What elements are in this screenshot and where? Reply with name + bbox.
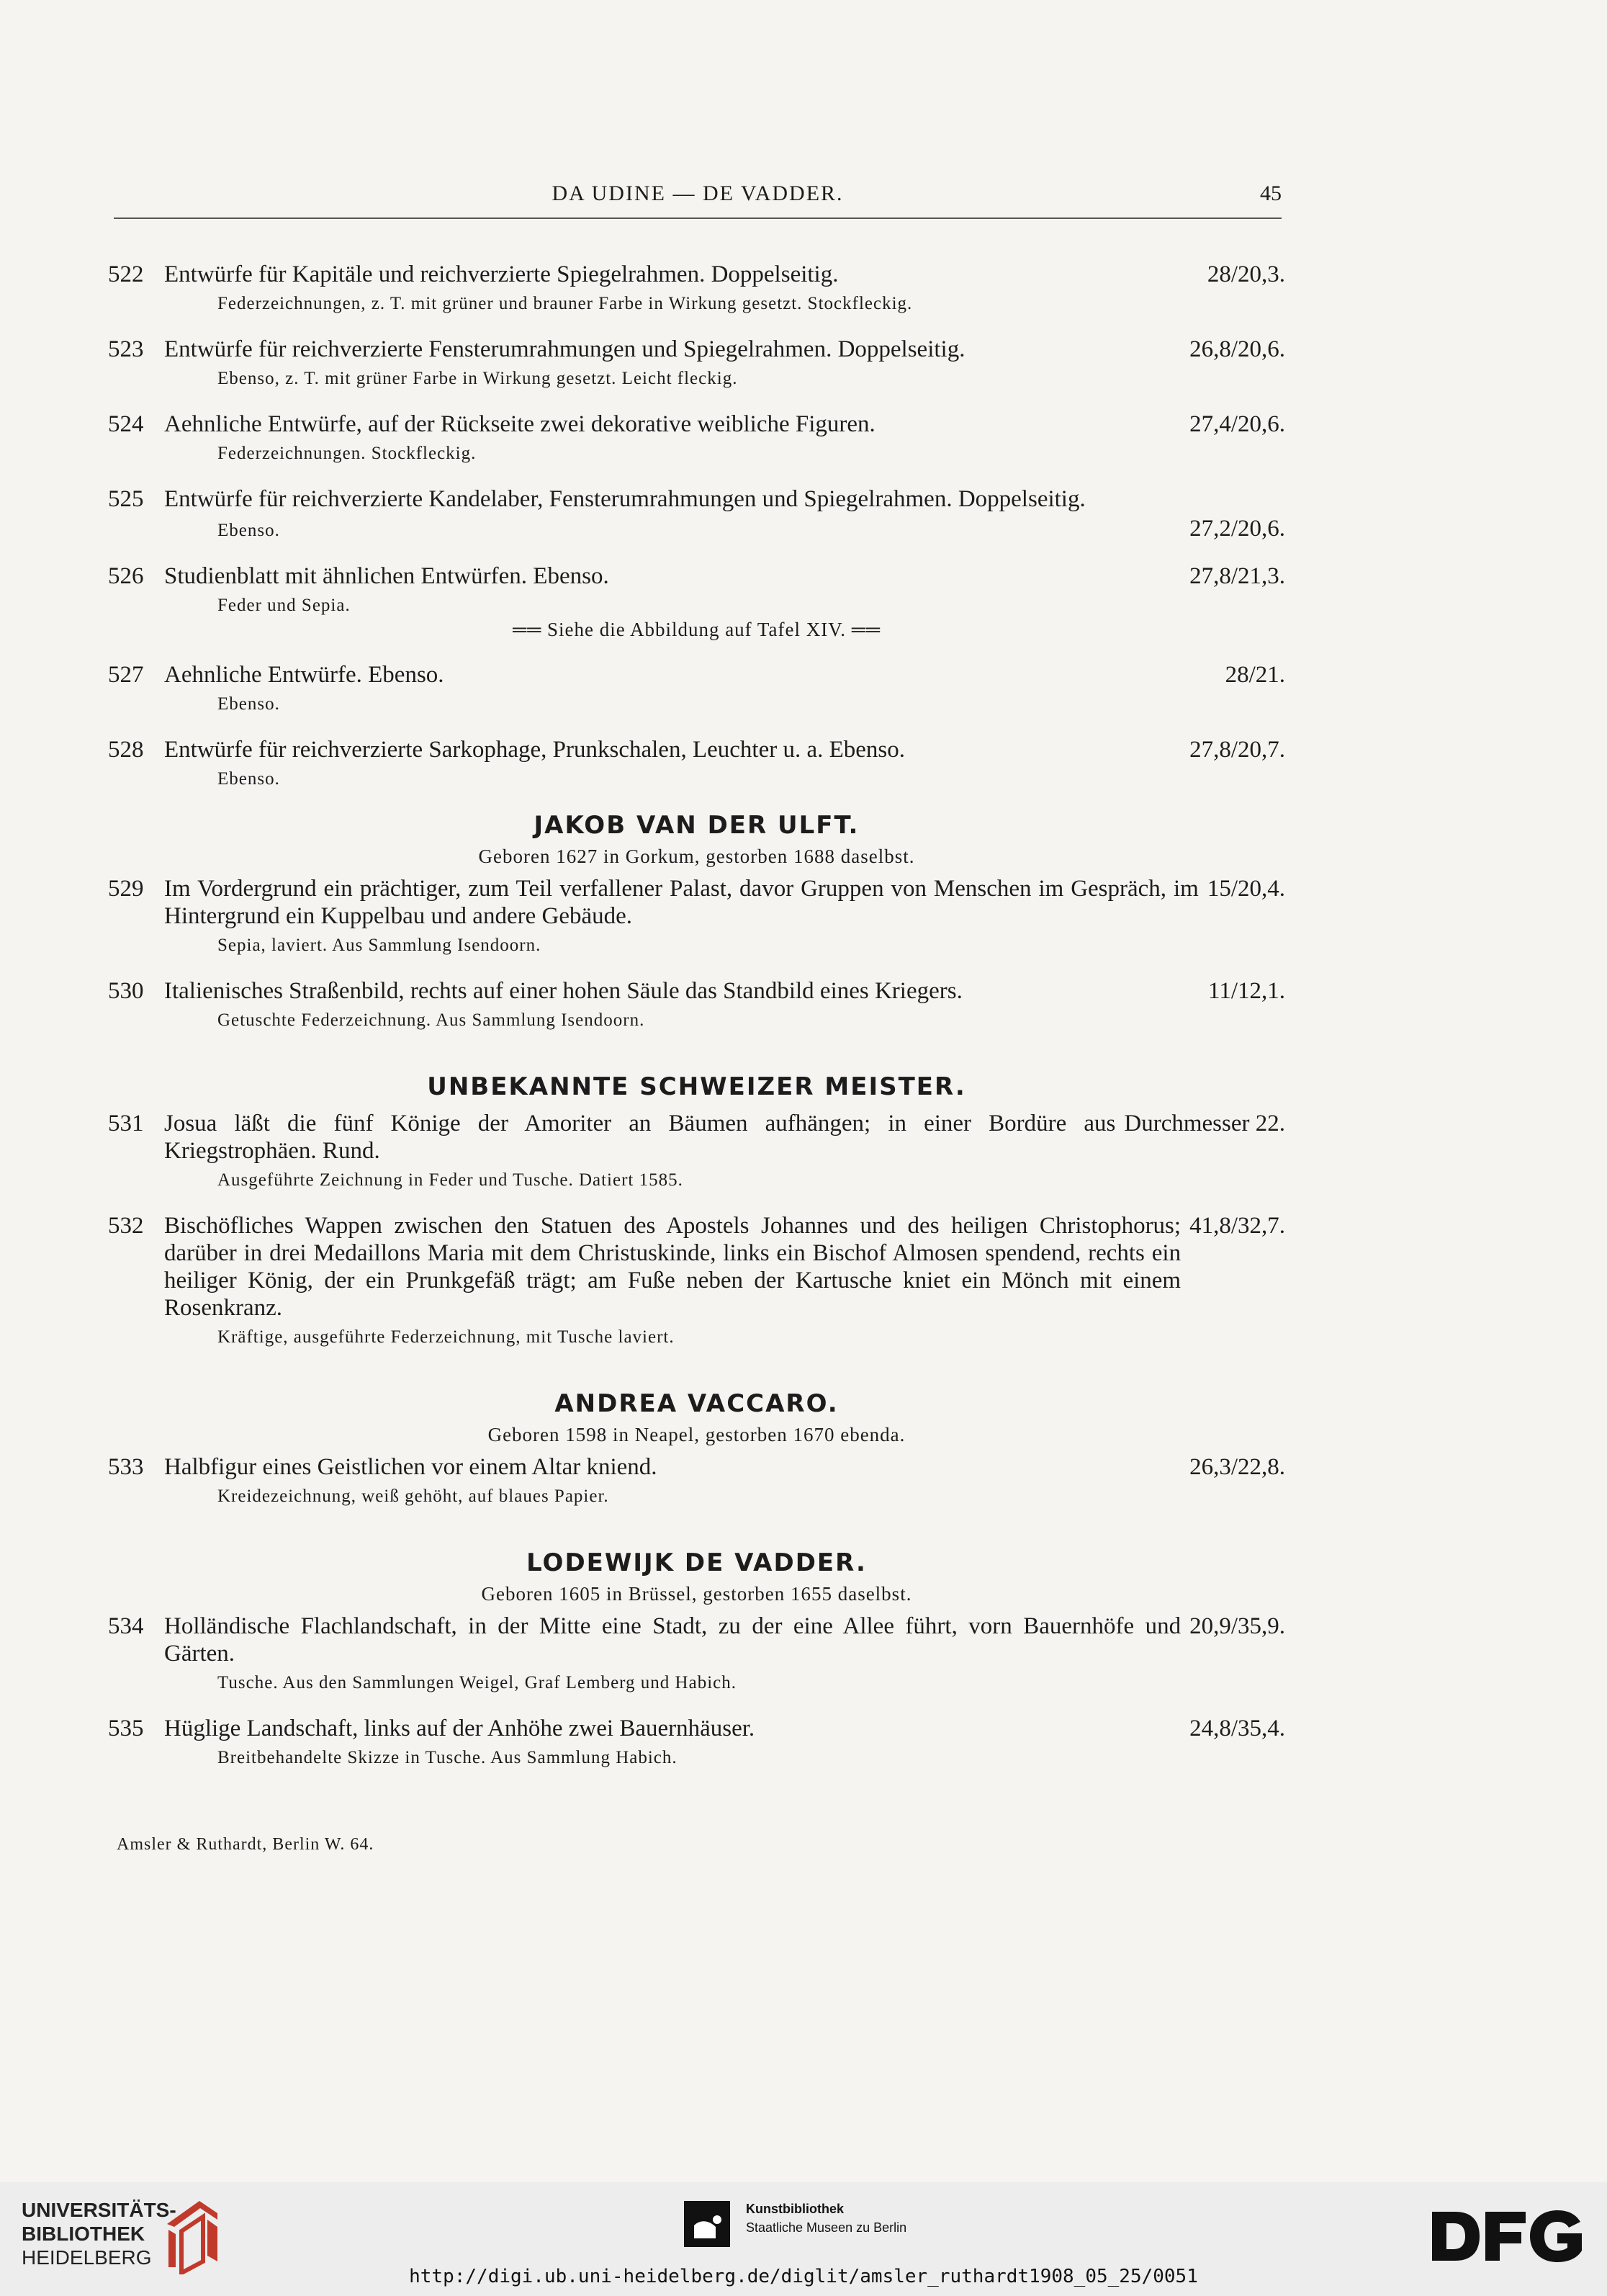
entry-number: 526	[108, 563, 144, 589]
entry-description: Halbfigur eines Geistlichen vor einem Altar kniend.	[164, 1454, 657, 1480]
entry-number: 531	[108, 1111, 144, 1136]
entries-group-a	[108, 261, 1285, 465]
entry-size: 11/12,1.	[1208, 978, 1285, 1004]
entry-note: Getuschte Federzeichnung. Aus Sammlung Isendoorn.	[217, 1010, 645, 1030]
entry-number: 533	[108, 1454, 144, 1480]
catalogue-entry-534	[108, 1613, 1285, 1695]
entry-description: Aehnliche Entwürfe, auf der Rückseite zwei dekorative weibliche Figuren.	[164, 411, 875, 437]
entry-description: Entwürfe für reichverzierte Kandelaber, Fensterumrahmungen und Spiegelrahmen. Doppelseitig.	[164, 486, 1086, 512]
entry-description: Hüglige Landschaft, links auf der Anhöhe zwei Bauernhäuser.	[164, 1716, 755, 1741]
catalogue-entry-532	[108, 1212, 1285, 1349]
entry-note: Breitbehandelte Skizze in Tusche. Aus Sammlung Habich.	[217, 1748, 678, 1767]
entry-size: 27,4/20,6.	[1189, 411, 1285, 437]
entry-number: 522	[108, 261, 144, 287]
catalogue-entry-522	[108, 261, 1285, 315]
entry-note: Ebenso.	[217, 769, 280, 789]
catalogue-entry-525	[108, 485, 1285, 542]
entry-description: Entwürfe für reichverzierte Fensterumrahmungen und Spiegelrahmen. Doppelseitig.	[164, 336, 965, 362]
dfg-logo-icon[interactable]	[1429, 2207, 1584, 2265]
catalogue-content	[108, 261, 1285, 1790]
entry-description: Aehnliche Entwürfe. Ebenso.	[164, 662, 444, 688]
entry-number: 535	[108, 1716, 144, 1741]
artist-heading-ulft: JAKOB VAN DER ULFT.	[534, 811, 860, 840]
entry-size: 41,8/32,7.	[1189, 1213, 1285, 1239]
entry-size: 15/20,4.	[1207, 876, 1285, 902]
uni-name-line2: BIBLIOTHEK	[22, 2223, 145, 2245]
entry-note: Ebenso, z. T. mit grüner Farbe in Wirkung gesetzt. Leicht fleckig.	[217, 369, 738, 388]
catalogue-entry-535	[108, 1715, 1285, 1770]
entry-note: Ebenso.	[217, 521, 280, 540]
artist-heading-vaccaro: ANDREA VACCARO.	[554, 1389, 839, 1418]
entries-vadder	[108, 1613, 1285, 1770]
catalogue-entry-527	[108, 661, 1285, 716]
running-head-title: DA UDINE — DE VADDER.	[552, 181, 844, 205]
entry-number: 530	[108, 978, 144, 1004]
entry-size: 28/21.	[1225, 662, 1285, 688]
entry-note: Kräftige, ausgeführte Federzeichnung, mit Tusche laviert.	[217, 1327, 675, 1347]
entry-description: Italienisches Straßenbild, rechts auf einer hohen Säule das Standbild eines Kriegers.	[164, 978, 963, 1004]
entry-number: 524	[108, 411, 144, 437]
entry-note: Ausgeführte Zeichnung in Feder und Tusche. Datiert 1585.	[217, 1170, 683, 1190]
entry-description: Entwürfe für Kapitäle und reichverzierte Spiegelrahmen. Doppelseitig.	[164, 261, 839, 287]
catalogue-entry-533	[108, 1453, 1285, 1508]
catalogue-entry-530	[108, 977, 1285, 1032]
artist-heading-vadder: LODEWIJK DE VADDER.	[526, 1548, 867, 1577]
kunstbibliothek-link[interactable]	[746, 2199, 906, 2237]
entry-note: Federzeichnungen. Stockfleckig.	[217, 444, 477, 463]
catalogue-entry-528	[108, 736, 1285, 791]
entry-description: Im Vordergrund ein prächtiger, zum Teil verfallener Palast, davor Gruppen von Menschen im Gespräch, im Hintergrund ein Kuppelbau und andere Gebäude.	[164, 876, 1199, 929]
kb-subtitle: Staatliche Museen zu Berlin	[746, 2220, 907, 2235]
entry-size: 20,9/35,9.	[1189, 1613, 1285, 1639]
kunstbibliothek-logo-icon	[684, 2201, 730, 2247]
entry-note: Kreidezeichnung, weiß gehöht, auf blaues Papier.	[217, 1486, 609, 1506]
entries-vaccaro	[108, 1453, 1285, 1508]
entry-note: Ebenso.	[217, 694, 280, 714]
entry-number: 529	[108, 876, 144, 902]
catalogue-entry-529	[108, 875, 1285, 957]
entry-size: 26,8/20,6.	[1189, 336, 1285, 362]
plate-reference: ══ Siehe die Abbildung auf Tafel XIV. ══	[512, 619, 881, 640]
entry-number: 534	[108, 1613, 144, 1639]
artist-life-vaccaro: Geboren 1598 in Neapel, gestorben 1670 ebenda.	[487, 1424, 906, 1445]
entries-group-b	[108, 661, 1285, 791]
printer-imprint: Amsler & Ruthardt, Berlin W. 64.	[117, 1835, 374, 1854]
entry-description: Josua läßt die fünf Könige der Amoriter an Bäumen aufhängen; in einer Bordüre aus Kriegstrophäen. Rund.	[164, 1111, 1116, 1164]
entry-note: Tusche. Aus den Sammlungen Weigel, Graf Lemberg und Habich.	[217, 1673, 737, 1692]
kb-name: Kunstbibliothek	[746, 2202, 844, 2216]
artist-life-ulft: Geboren 1627 in Gorkum, gestorben 1688 daselbst.	[478, 846, 915, 867]
permalink-url[interactable]: http://digi.ub.uni-heidelberg.de/diglit/amsler_ruthardt1908_05_25/0051	[409, 2266, 1198, 2287]
catalogue-entry-531	[108, 1110, 1285, 1192]
entry-note: Feder und Sepia.	[217, 596, 351, 615]
running-head	[114, 181, 1282, 219]
uni-name-line3: HEIDELBERG	[22, 2246, 152, 2269]
entry-description: Studienblatt mit ähnlichen Entwürfen. Ebenso.	[164, 563, 609, 589]
entry-number: 532	[108, 1213, 144, 1239]
artist-life-vadder: Geboren 1605 in Brüssel, gestorben 1655 daselbst.	[481, 1583, 912, 1605]
entry-note: Federzeichnungen, z. T. mit grüner und brauner Farbe in Wirkung gesetzt. Stockfleckig.	[217, 294, 913, 313]
entry-description: Holländische Flachlandschaft, in der Mitte eine Stadt, zu der eine Allee führt, vorn Bauernhöfe und Gärten.	[164, 1613, 1181, 1667]
entry-size: 28/20,3.	[1207, 261, 1285, 287]
entry-size: 27,8/20,7.	[1189, 737, 1285, 763]
entry-size: 27,8/21,3.	[1189, 563, 1285, 589]
entry-number: 527	[108, 662, 144, 688]
catalogue-entry-524	[108, 411, 1285, 465]
heidelberg-library-link[interactable]	[22, 2198, 176, 2269]
entry-description: Entwürfe für reichverzierte Sarkophage, Prunkschalen, Leuchter u. a. Ebenso.	[164, 737, 905, 763]
entry-size: 26,3/22,8.	[1189, 1454, 1285, 1480]
catalogue-entry-523	[108, 336, 1285, 390]
entries-ulft	[108, 875, 1285, 1032]
entry-size: Durchmesser 22.	[1124, 1111, 1285, 1136]
entries-swiss	[108, 1110, 1285, 1349]
entry-size: 24,8/35,4.	[1189, 1716, 1285, 1741]
page-number: 45	[1260, 181, 1282, 205]
entry-number: 523	[108, 336, 144, 362]
entry-description: Bischöfliches Wappen zwischen den Statuen des Apostels Johannes und des heiligen Christophorus; darüber in drei Medaillons Maria mit dem Christuskinde, links ein Bischof Almosen spendend, rechts ein heiliger König, der ein Prunkgefäß trägt; am Fuße neben der Kartusche kniet ein Mönch mit einem Rosenkranz.	[164, 1213, 1181, 1321]
artist-heading-swiss: UNBEKANNTE SCHWEIZER MEISTER.	[427, 1072, 966, 1101]
entry-number: 525	[108, 486, 144, 512]
entry-number: 528	[108, 737, 144, 763]
entry-note: Sepia, laviert. Aus Sammlung Isendoorn.	[217, 936, 541, 955]
heidelberg-logo-icon	[160, 2195, 225, 2274]
entry-size: 27,2/20,6.	[1189, 516, 1285, 542]
catalogue-entry-526	[108, 562, 1285, 641]
uni-name-line1: UNIVERSITÄTS-	[22, 2199, 176, 2221]
